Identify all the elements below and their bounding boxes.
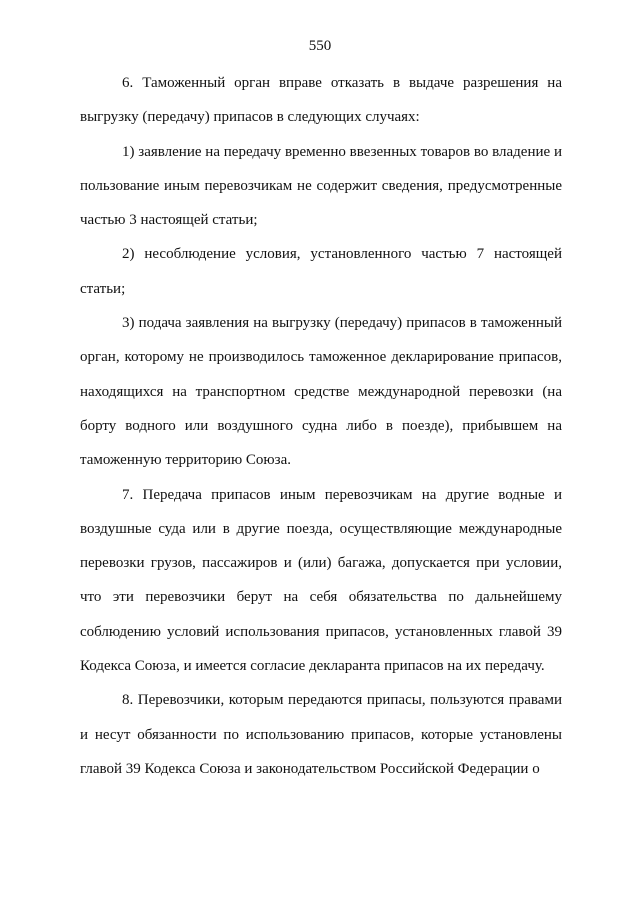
paragraph-6-item-3: 3) подача заявления на выгрузку (передачу) припасов в таможенный орган, которому не производилось таможенное декларирование припасов, находящихся на транспортном средстве международной перевозки (на борту водного или воздушного судна либо в поезде), прибывшем на таможенную территорию Союза. [80,315,562,469]
paragraph-6: 6. Таможенный орган вправе отказать в выдаче разрешения на выгрузку (передачу) припасов в следующих случаях: [80,75,562,126]
paragraph-6-item-2: 2) несоблюдение условия, установленного частью 7 настоящей статьи; [80,246,562,297]
page-number: 550 [308,38,332,54]
paragraph-6-item-1: 1) заявление на передачу временно ввезенных товаров во владение и пользование иным перевозчикам не содержит сведения, предусмотренные частью 3 настоящей статьи; [80,143,562,229]
document-body [80,66,562,786]
paragraph-8: 8. Перевозчики, которым передаются припасы, пользуются правами и несут обязанности по использованию припасов, которые установлены главой 39 Кодекса Союза и законодательством Российской Федерации о [80,692,562,777]
paragraph-7: 7. Передача припасов иным перевозчикам на другие водные и воздушные суда или в другие поезда, осуществляющие международные перевозки грузов, пассажиров и (или) багажа, допускается при условии, что эти перевозчики берут на себя обязательства по дальнейшему соблюдению условий использования припасов, установленных главой 39 Кодекса Союза, и имеется согласие декларанта припасов на их передачу. [80,486,562,675]
